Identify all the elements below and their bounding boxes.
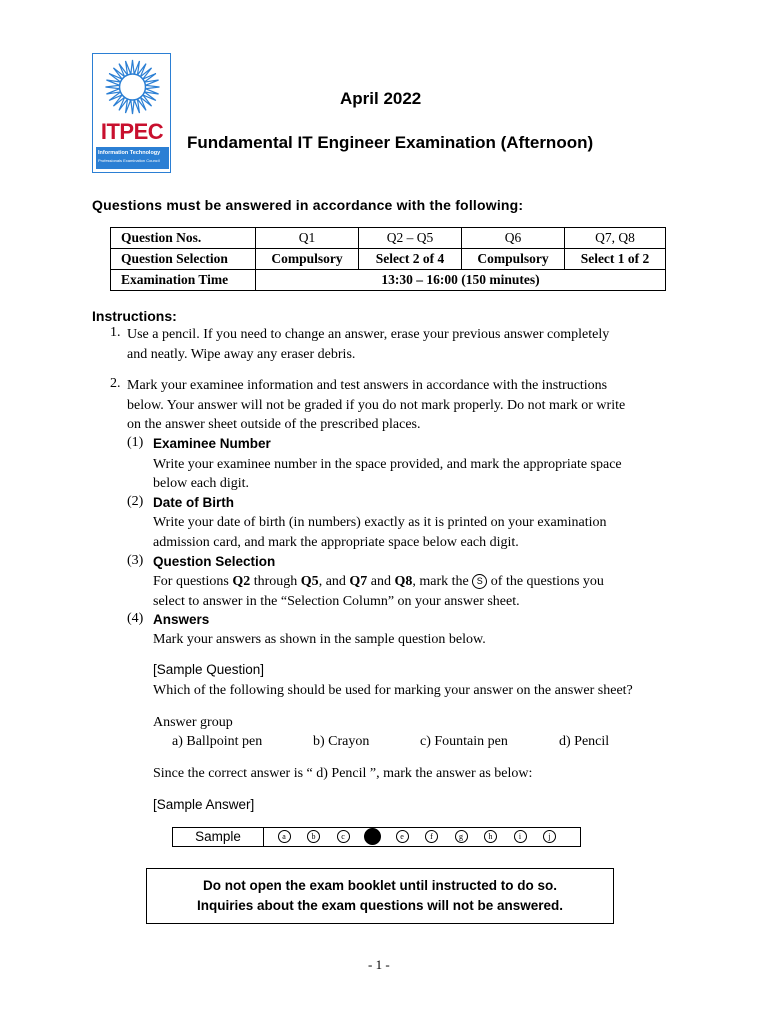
answer-option: c) Fountain pen (420, 734, 508, 749)
page-number: - 1 - (368, 957, 390, 972)
row-header: Question Selection (111, 249, 256, 270)
table-cell: Select 1 of 2 (565, 249, 666, 270)
sample-row-label: Sample (173, 828, 264, 846)
sample-question-text: Which of the following should be used for marking your answer on the answer sheet? (153, 683, 633, 698)
logo-subtitle-1: Information Technology (98, 150, 161, 156)
instructions-heading: Instructions: (92, 308, 177, 324)
exam-date: April 2022 (340, 89, 422, 108)
sub-item-number: (1) (127, 435, 144, 450)
table-cell: Q1 (256, 228, 359, 249)
row-header: Examination Time (111, 270, 256, 291)
table-row (111, 270, 666, 291)
answer-group-label: Answer group (153, 715, 233, 730)
notice-line: Do not open the exam booklet until instructed to do so. (202, 878, 557, 893)
sample-answer-label: [Sample Answer] (153, 797, 255, 812)
instruction-text: select to answer in the “Selection Column” on your answer sheet. (153, 594, 520, 609)
table-cell: Q7, Q8 (565, 228, 666, 249)
table-row (111, 249, 666, 270)
instruction-text: Mark your examinee information and test answers in accordance with the instructions (127, 378, 608, 393)
answer-bubble-b: b (307, 830, 320, 843)
logo-brand-text: ITPEC (100, 119, 164, 144)
answer-bubble-d (364, 828, 381, 845)
logo-subtitle-2: Professionals Examination Council (98, 158, 160, 163)
sub-heading: Answers (153, 612, 210, 627)
instruction-text: Mark your answers as shown in the sample question below. (153, 632, 486, 647)
instruction-text: Write your examinee number in the space provided, and mark the appropriate space (153, 457, 622, 472)
table-cell: Q6 (462, 228, 565, 249)
answer-option: d) Pencil (559, 734, 610, 749)
table-row (111, 228, 666, 249)
instruction-text: below. Your answer will not be graded if you do not mark properly. Do not mark or write (127, 398, 626, 413)
table-cell: Compulsory (256, 249, 359, 270)
item-number: 1. (110, 325, 121, 340)
sub-heading: Date of Birth (153, 495, 234, 510)
table-cell: Compulsory (462, 249, 565, 270)
notice-line: Inquiries about the exam questions will not be answered. (196, 898, 564, 913)
answer-bubble-h: h (484, 830, 497, 843)
itpec-logo (92, 53, 171, 173)
answer-bubble-e: e (396, 830, 409, 843)
question-schedule-table (110, 227, 666, 291)
questions-heading: Questions must be answered in accordance with the following: (92, 197, 524, 213)
instruction-text: on the answer sheet outside of the prescribed places. (127, 417, 421, 432)
instruction-text: For questions Q2 through Q5, and Q7 and Q8, mark the S of the questions you (153, 574, 604, 589)
exam-title: Fundamental IT Engineer Examination (Afternoon) (187, 133, 594, 152)
instruction-text: Write your date of birth (in numbers) exactly as it is printed on your examination (153, 515, 607, 530)
answer-bubble-c: c (337, 830, 350, 843)
circled-s-icon: S (472, 574, 487, 589)
sample-answer-row (172, 827, 581, 847)
table-cell: 13:30 – 16:00 (150 minutes) (256, 270, 666, 291)
instruction-text: Use a pencil. If you need to change an answer, erase your previous answer completely (127, 327, 610, 342)
row-header: Question Nos. (111, 228, 256, 249)
sub-item-number: (2) (127, 494, 144, 509)
table-cell: Q2 – Q5 (359, 228, 462, 249)
answer-bubble-g: g (455, 830, 468, 843)
answer-option: a) Ballpoint pen (172, 734, 263, 749)
sub-heading: Question Selection (153, 554, 276, 569)
item-number: 2. (110, 376, 121, 391)
answer-bubble-i: i (514, 830, 527, 843)
instruction-text: admission card, and mark the appropriate space below each digit. (153, 535, 519, 550)
instruction-text: and neatly. Wipe away any eraser debris. (127, 347, 356, 362)
answer-bubble-a: a (278, 830, 291, 843)
sub-heading: Examinee Number (153, 436, 271, 451)
since-text: Since the correct answer is “ d) Pencil ”, mark the answer as below: (153, 766, 533, 781)
sub-item-number: (3) (127, 553, 144, 568)
answer-option: b) Crayon (313, 734, 370, 749)
sample-question-label: [Sample Question] (153, 662, 265, 677)
sub-item-number: (4) (127, 611, 144, 626)
answer-bubble-f: f (425, 830, 438, 843)
instruction-text: below each digit. (153, 476, 250, 491)
answer-bubble-j: j (543, 830, 556, 843)
notice-box (146, 868, 614, 924)
table-cell: Select 2 of 4 (359, 249, 462, 270)
